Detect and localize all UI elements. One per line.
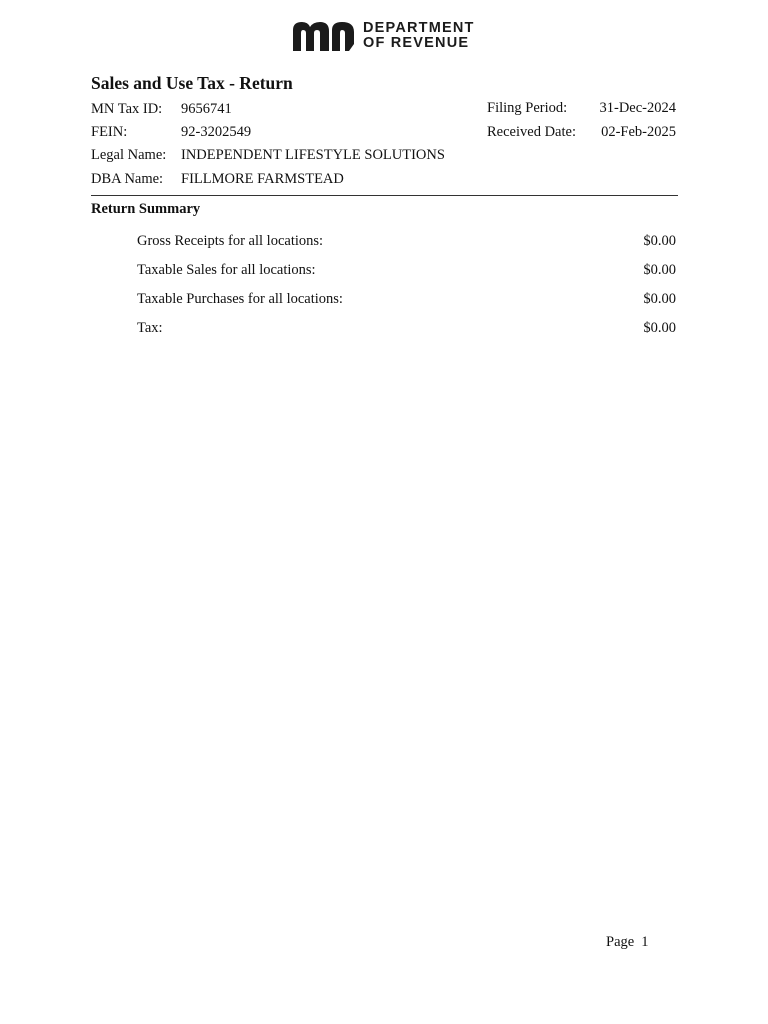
summary-row-label: Taxable Sales for all locations: bbox=[137, 262, 316, 278]
legal-name-label: Legal Name: bbox=[91, 147, 167, 163]
logo-line-2: OF REVENUE bbox=[363, 35, 470, 51]
summary-row-label: Taxable Purchases for all locations: bbox=[137, 291, 343, 307]
filing-period-value: 31-Dec-2024 bbox=[599, 100, 676, 116]
summary-row-value: $0.00 bbox=[643, 233, 676, 249]
department-of-revenue-logo bbox=[292, 20, 482, 54]
return-summary-heading: Return Summary bbox=[91, 201, 201, 217]
summary-row-value: $0.00 bbox=[643, 320, 676, 336]
summary-row-value: $0.00 bbox=[643, 262, 676, 278]
page-number-value: 1 bbox=[641, 934, 649, 950]
summary-row-value: $0.00 bbox=[643, 291, 676, 307]
summary-row-label: Tax: bbox=[137, 320, 163, 336]
received-date-value: 02-Feb-2025 bbox=[601, 124, 676, 140]
page-title: Sales and Use Tax - Return bbox=[91, 73, 293, 93]
legal-name-value: INDEPENDENT LIFESTYLE SOLUTIONS bbox=[181, 147, 445, 163]
filing-period-label: Filing Period: bbox=[487, 100, 568, 116]
received-date-label: Received Date: bbox=[487, 124, 576, 140]
logo-line-1: DEPARTMENT bbox=[363, 20, 475, 36]
logo-text bbox=[363, 21, 475, 51]
header-divider bbox=[91, 195, 678, 196]
dba-name-value: FILLMORE FARMSTEAD bbox=[181, 171, 344, 187]
minnesota-mn-logo-icon bbox=[292, 20, 356, 52]
page-label: Page bbox=[606, 934, 635, 950]
fein-value: 92-3202549 bbox=[181, 124, 252, 140]
tax-id-label: MN Tax ID: bbox=[91, 101, 163, 117]
page-number bbox=[606, 934, 648, 951]
fein-label: FEIN: bbox=[91, 124, 128, 140]
summary-row-label: Gross Receipts for all locations: bbox=[137, 233, 324, 249]
tax-id-value: 9656741 bbox=[181, 101, 232, 117]
dba-name-label: DBA Name: bbox=[91, 171, 164, 187]
